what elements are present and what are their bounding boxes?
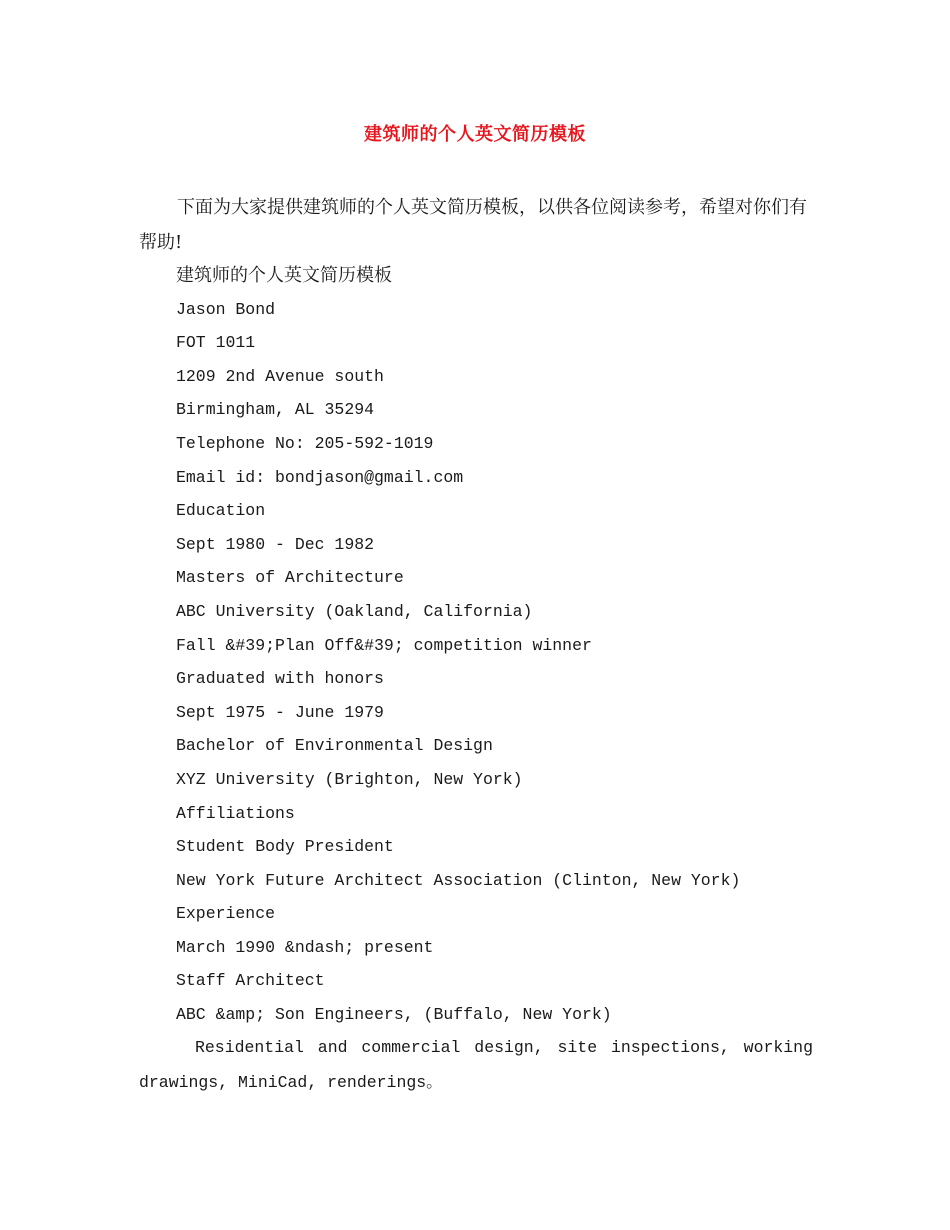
resume-name: Jason Bond	[176, 299, 276, 319]
section-heading-education: Education	[176, 501, 266, 521]
resume-line: Fall &#39;Plan Off&#39; competition winner	[176, 635, 592, 655]
resume-line: Bachelor of Environmental Design	[176, 736, 493, 756]
experience-description: Residential and commercial design, site inspections, working drawings, MiniCad, renderings。	[139, 1038, 813, 1092]
resume-line: Masters of Architecture	[176, 568, 404, 588]
resume-line: March 1990 &ndash; present	[176, 937, 434, 957]
resume-telephone: Telephone No: 205-592-1019	[176, 433, 434, 453]
resume-line: Student Body President	[176, 837, 394, 857]
resume-line: Graduated with honors	[176, 669, 384, 689]
document-title: 建筑师的个人英文简历模板	[364, 124, 586, 145]
resume-city: Birmingham, AL 35294	[176, 400, 375, 420]
resume-line: ABC University (Oakland, California)	[176, 601, 533, 621]
resume-address: 1209 2nd Avenue south	[176, 366, 384, 386]
section-heading-affiliations: Affiliations	[176, 803, 295, 823]
resume-lines	[176, 259, 816, 1032]
resume-line: New York Future Architect Association (Clinton, New York)	[176, 870, 741, 890]
section-heading-experience: Experience	[176, 904, 276, 924]
resume-line: FOT 1011	[176, 333, 256, 353]
resume-email: Email id: bondjason@gmail.com	[176, 467, 464, 487]
resume-line: XYZ University (Brighton, New York)	[176, 769, 523, 789]
resume-line: Sept 1980 - Dec 1982	[176, 534, 375, 554]
resume-line: Sept 1975 - June 1979	[176, 702, 384, 722]
resume-heading: 建筑师的个人英文简历模板	[176, 265, 392, 286]
resume-line: ABC &amp; Son Engineers, (Buffalo, New York)	[176, 1005, 612, 1025]
intro-paragraph: 下面为大家提供建筑师的个人英文简历模板，以供各位阅读参考，希望对你们有帮助!	[139, 197, 807, 253]
resume-line: Staff Architect	[176, 971, 325, 991]
